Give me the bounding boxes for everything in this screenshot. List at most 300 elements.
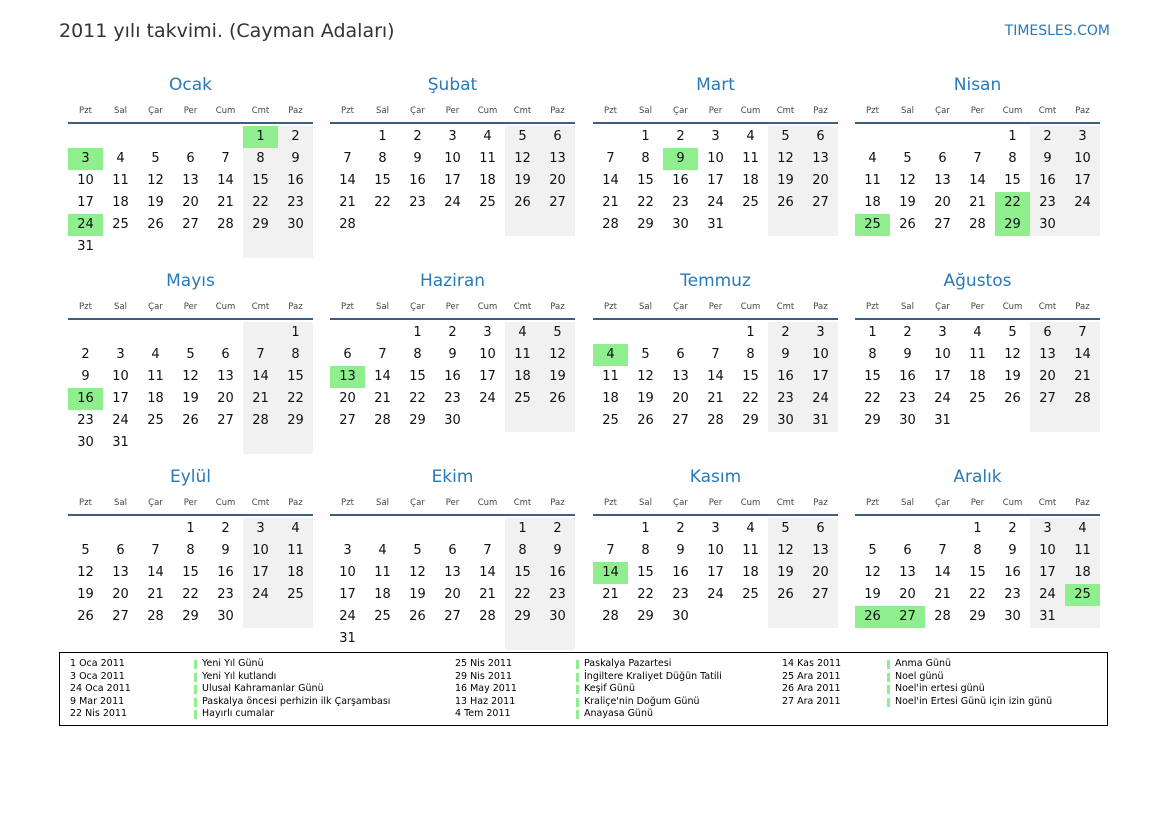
day-cell: 24 xyxy=(444,195,461,210)
empty-day-cell xyxy=(243,236,278,258)
day-cell: 16 xyxy=(672,565,689,580)
day-cell: 1 xyxy=(186,521,195,536)
empty-day-cell xyxy=(138,236,173,258)
empty-day-cell xyxy=(470,628,505,650)
day-cell: 14 xyxy=(707,369,724,384)
day-cell: 3 xyxy=(483,325,492,340)
weekday-label: Pzt xyxy=(79,302,92,312)
weekday-header xyxy=(593,100,838,124)
holiday-date: 26 Ara 2011 xyxy=(782,683,841,694)
empty-day-cell xyxy=(138,432,173,454)
weekday-header xyxy=(330,296,575,320)
day-cell: 5 xyxy=(641,347,650,362)
day-cell: 24 xyxy=(803,388,838,410)
empty-day-cell xyxy=(698,322,733,344)
weekday-label: Cmt xyxy=(1038,302,1057,312)
weekday-label: Sal xyxy=(114,106,127,116)
empty-day-cell xyxy=(243,322,278,344)
day-cell: 20 xyxy=(112,587,129,602)
day-cell: 21 xyxy=(479,587,496,602)
weekday-label: Sal xyxy=(114,302,127,312)
day-cell: 5 xyxy=(540,322,575,344)
day-grid xyxy=(593,126,838,236)
holiday-day-cell: 14 xyxy=(593,562,628,584)
month-calendar xyxy=(330,268,575,432)
empty-day-cell xyxy=(330,518,365,540)
day-cell: 4 xyxy=(746,129,755,144)
weekday-header xyxy=(330,492,575,516)
day-cell: 10 xyxy=(479,347,496,362)
day-cell: 4 xyxy=(868,151,877,166)
day-cell: 25 xyxy=(147,413,164,428)
weekday-label: Cum xyxy=(215,302,236,312)
day-cell: 28 xyxy=(602,609,619,624)
day-cell: 24 xyxy=(707,195,724,210)
day-cell: 3 xyxy=(1065,126,1100,148)
day-cell: 19 xyxy=(864,587,881,602)
day-cell: 5 xyxy=(81,543,90,558)
day-cell: 7 xyxy=(221,151,230,166)
day-cell: 9 xyxy=(81,369,90,384)
weekday-label: Pzt xyxy=(341,302,354,312)
day-cell: 21 xyxy=(217,195,234,210)
day-cell: 26 xyxy=(77,609,94,624)
month-name: Aralık xyxy=(953,467,1002,487)
day-cell: 18 xyxy=(112,195,129,210)
empty-day-cell xyxy=(995,410,1030,432)
day-cell: 8 xyxy=(641,543,650,558)
empty-day-cell xyxy=(208,236,243,258)
day-cell: 25 xyxy=(479,195,496,210)
month-calendar xyxy=(855,464,1100,628)
day-cell: 16 xyxy=(899,369,916,384)
day-cell: 3 xyxy=(1030,518,1065,540)
day-cell: 10 xyxy=(934,347,951,362)
empty-day-cell xyxy=(278,432,313,454)
day-cell: 11 xyxy=(505,344,540,366)
day-cell: 28 xyxy=(339,217,356,232)
day-cell: 14 xyxy=(934,565,951,580)
holiday-marker xyxy=(887,660,890,669)
day-cell: 11 xyxy=(602,369,619,384)
weekday-label: Per xyxy=(708,302,723,312)
day-cell: 6 xyxy=(186,151,195,166)
day-cell: 22 xyxy=(374,195,391,210)
day-cell: 19 xyxy=(637,391,654,406)
day-cell: 14 xyxy=(969,173,986,188)
day-cell: 28 xyxy=(707,413,724,428)
weekday-label: Paz xyxy=(288,106,303,116)
day-grid xyxy=(68,518,313,628)
day-cell: 2 xyxy=(1008,521,1017,536)
day-cell: 12 xyxy=(147,173,164,188)
day-cell: 11 xyxy=(374,565,391,580)
day-cell: 28 xyxy=(602,217,619,232)
weekday-label: Per xyxy=(183,106,198,116)
day-cell: 19 xyxy=(409,587,426,602)
site-link[interactable]: TIMESLES.COM xyxy=(1004,23,1110,39)
month-name: Nisan xyxy=(953,75,1002,95)
day-cell: 13 xyxy=(803,540,838,562)
month-calendar xyxy=(593,72,838,236)
month-name: Eylül xyxy=(169,467,212,487)
day-cell: 28 xyxy=(1065,388,1100,410)
day-cell: 3 xyxy=(448,129,457,144)
day-cell: 29 xyxy=(637,609,654,624)
day-cell: 1 xyxy=(1008,129,1017,144)
day-cell: 21 xyxy=(934,587,951,602)
weekday-label: Pzt xyxy=(866,106,879,116)
day-cell: 18 xyxy=(742,173,759,188)
day-cell: 2 xyxy=(413,129,422,144)
day-cell: 19 xyxy=(768,562,803,584)
empty-day-cell xyxy=(173,322,208,344)
day-cell: 11 xyxy=(147,369,164,384)
day-cell: 11 xyxy=(742,151,759,166)
day-cell: 29 xyxy=(742,413,759,428)
day-cell: 15 xyxy=(182,565,199,580)
day-cell: 11 xyxy=(742,543,759,558)
day-cell: 17 xyxy=(112,391,129,406)
weekday-label: Sal xyxy=(376,106,389,116)
empty-day-cell xyxy=(400,628,435,650)
day-cell: 8 xyxy=(973,543,982,558)
day-cell: 6 xyxy=(938,151,947,166)
day-cell: 31 xyxy=(934,413,951,428)
day-grid xyxy=(330,126,575,236)
day-cell: 25 xyxy=(969,391,986,406)
weekday-label: Cmt xyxy=(513,498,532,508)
day-cell: 8 xyxy=(746,347,755,362)
day-cell: 20 xyxy=(339,391,356,406)
day-cell: 20 xyxy=(540,170,575,192)
day-cell: 20 xyxy=(803,562,838,584)
day-cell: 6 xyxy=(540,126,575,148)
day-cell: 23 xyxy=(278,192,313,214)
day-cell: 3 xyxy=(243,518,278,540)
day-cell: 1 xyxy=(378,129,387,144)
day-cell: 21 xyxy=(969,195,986,210)
month-name: Mart xyxy=(696,75,735,95)
day-cell: 16 xyxy=(540,562,575,584)
day-cell: 7 xyxy=(938,543,947,558)
day-cell: 21 xyxy=(602,195,619,210)
day-cell: 27 xyxy=(1030,388,1065,410)
weekday-label: Çar xyxy=(935,302,950,312)
day-cell: 22 xyxy=(505,584,540,606)
day-cell: 27 xyxy=(672,413,689,428)
day-cell: 19 xyxy=(540,366,575,388)
day-cell: 30 xyxy=(768,410,803,432)
empty-day-cell xyxy=(505,214,540,236)
day-cell: 15 xyxy=(1004,173,1021,188)
holiday-marker xyxy=(887,698,890,707)
weekday-header xyxy=(855,492,1100,516)
day-grid xyxy=(855,518,1100,628)
empty-day-cell xyxy=(540,628,575,650)
day-cell: 9 xyxy=(278,148,313,170)
day-cell: 24 xyxy=(1030,584,1065,606)
empty-day-cell xyxy=(855,518,890,540)
day-grid xyxy=(330,518,575,650)
day-cell: 14 xyxy=(147,565,164,580)
day-cell: 29 xyxy=(278,410,313,432)
day-cell: 16 xyxy=(217,565,234,580)
day-cell: 21 xyxy=(243,388,278,410)
weekday-label: Cum xyxy=(1002,106,1023,116)
month-calendar xyxy=(68,72,313,258)
day-cell: 15 xyxy=(278,366,313,388)
day-cell: 23 xyxy=(444,391,461,406)
day-cell: 26 xyxy=(505,192,540,214)
day-cell: 16 xyxy=(444,369,461,384)
day-cell: 20 xyxy=(672,391,689,406)
day-cell: 4 xyxy=(483,129,492,144)
day-cell: 24 xyxy=(479,391,496,406)
day-cell: 18 xyxy=(374,587,391,602)
day-cell: 18 xyxy=(505,366,540,388)
month-calendar xyxy=(855,72,1100,236)
day-cell: 21 xyxy=(1065,366,1100,388)
day-cell: 13 xyxy=(672,369,689,384)
day-cell: 17 xyxy=(77,195,94,210)
empty-day-cell xyxy=(540,214,575,236)
day-cell: 11 xyxy=(969,347,986,362)
day-cell: 11 xyxy=(479,151,496,166)
weekday-label: Pzt xyxy=(79,498,92,508)
legend-item xyxy=(60,683,1107,696)
empty-day-cell xyxy=(435,518,470,540)
day-cell: 12 xyxy=(637,369,654,384)
day-cell: 20 xyxy=(934,195,951,210)
day-cell: 7 xyxy=(711,347,720,362)
day-cell: 9 xyxy=(903,347,912,362)
empty-day-cell xyxy=(470,214,505,236)
holiday-name: Noel günü xyxy=(895,670,944,682)
day-cell: 15 xyxy=(505,562,540,584)
day-cell: 30 xyxy=(1004,609,1021,624)
empty-day-cell xyxy=(505,410,540,432)
day-cell: 8 xyxy=(278,344,313,366)
day-cell: 15 xyxy=(374,173,391,188)
weekday-label: Sal xyxy=(901,498,914,508)
day-cell: 2 xyxy=(448,325,457,340)
day-cell: 15 xyxy=(742,369,759,384)
empty-day-cell xyxy=(173,432,208,454)
day-cell: 5 xyxy=(505,126,540,148)
weekday-label: Paz xyxy=(550,106,565,116)
month-name: Kasım xyxy=(689,467,742,487)
weekday-label: Çar xyxy=(410,106,425,116)
weekday-label: Çar xyxy=(935,498,950,508)
day-cell: 1 xyxy=(746,325,755,340)
weekday-label: Per xyxy=(708,106,723,116)
day-cell: 27 xyxy=(803,584,838,606)
day-cell: 7 xyxy=(973,151,982,166)
weekday-label: Per xyxy=(445,106,460,116)
day-cell: 19 xyxy=(77,587,94,602)
day-cell: 8 xyxy=(868,347,877,362)
weekday-label: Per xyxy=(183,498,198,508)
day-cell: 30 xyxy=(444,413,461,428)
weekday-label: Cum xyxy=(215,498,236,508)
holiday-date: 14 Kas 2011 xyxy=(782,658,842,669)
day-cell: 19 xyxy=(768,170,803,192)
day-cell: 24 xyxy=(1065,192,1100,214)
day-cell: 9 xyxy=(1030,148,1065,170)
day-cell: 22 xyxy=(969,587,986,602)
holiday-day-cell: 3 xyxy=(68,148,103,170)
day-cell: 16 xyxy=(672,173,689,188)
holiday-day-cell: 1 xyxy=(243,126,278,148)
holiday-day-cell: 24 xyxy=(68,214,103,236)
empty-day-cell xyxy=(628,322,663,344)
holiday-date: 3 Oca 2011 xyxy=(70,670,125,682)
day-cell: 3 xyxy=(711,129,720,144)
weekday-label: Cmt xyxy=(1038,498,1057,508)
day-cell: 22 xyxy=(742,391,759,406)
day-cell: 13 xyxy=(444,565,461,580)
day-cell: 12 xyxy=(77,565,94,580)
day-cell: 5 xyxy=(868,543,877,558)
weekday-label: Cum xyxy=(740,302,761,312)
day-cell: 12 xyxy=(899,173,916,188)
holiday-name: Yeni Yıl Günü xyxy=(202,658,264,669)
day-cell: 17 xyxy=(707,173,724,188)
day-grid xyxy=(68,126,313,258)
day-cell: 17 xyxy=(479,369,496,384)
day-cell: 30 xyxy=(1030,214,1065,236)
legend-item xyxy=(60,708,1107,721)
day-cell: 11 xyxy=(112,173,129,188)
day-cell: 13 xyxy=(540,148,575,170)
empty-day-cell xyxy=(698,606,733,628)
day-cell: 1 xyxy=(278,322,313,344)
weekday-label: Çar xyxy=(673,106,688,116)
day-cell: 26 xyxy=(147,217,164,232)
month-name: Ocak xyxy=(169,75,212,95)
holiday-day-cell: 16 xyxy=(68,388,103,410)
day-cell: 21 xyxy=(147,587,164,602)
day-cell: 23 xyxy=(217,587,234,602)
day-cell: 6 xyxy=(448,543,457,558)
holiday-marker xyxy=(887,685,890,694)
weekday-label: Sal xyxy=(376,498,389,508)
weekday-label: Per xyxy=(183,302,198,312)
day-cell: 29 xyxy=(864,413,881,428)
weekday-label: Pzt xyxy=(604,106,617,116)
empty-day-cell xyxy=(890,126,925,148)
weekday-label: Paz xyxy=(288,498,303,508)
day-cell: 29 xyxy=(637,217,654,232)
day-cell: 28 xyxy=(969,217,986,232)
day-cell: 10 xyxy=(1030,540,1065,562)
day-cell: 2 xyxy=(221,521,230,536)
day-cell: 15 xyxy=(637,173,654,188)
weekday-label: Cmt xyxy=(776,106,795,116)
day-cell: 29 xyxy=(243,214,278,236)
weekday-label: Paz xyxy=(288,302,303,312)
day-cell: 9 xyxy=(768,344,803,366)
day-cell: 7 xyxy=(606,543,615,558)
weekday-label: Cmt xyxy=(251,498,270,508)
day-cell: 17 xyxy=(339,587,356,602)
day-cell: 5 xyxy=(768,126,803,148)
empty-day-cell xyxy=(733,606,768,628)
day-cell: 9 xyxy=(221,543,230,558)
holiday-name: Noel'in ertesi günü xyxy=(895,683,985,694)
day-cell: 10 xyxy=(339,565,356,580)
day-grid xyxy=(855,322,1100,432)
day-cell: 11 xyxy=(278,540,313,562)
day-cell: 14 xyxy=(1065,344,1100,366)
day-cell: 12 xyxy=(768,540,803,562)
day-cell: 8 xyxy=(641,151,650,166)
day-cell: 27 xyxy=(339,413,356,428)
weekday-label: Cum xyxy=(1002,498,1023,508)
weekday-label: Cum xyxy=(740,106,761,116)
day-cell: 30 xyxy=(672,609,689,624)
day-cell: 6 xyxy=(343,347,352,362)
weekday-label: Per xyxy=(708,498,723,508)
day-cell: 18 xyxy=(742,565,759,580)
day-cell: 6 xyxy=(803,126,838,148)
day-cell: 14 xyxy=(217,173,234,188)
weekday-label: Per xyxy=(970,302,985,312)
empty-day-cell xyxy=(593,518,628,540)
day-cell: 10 xyxy=(707,543,724,558)
empty-day-cell xyxy=(505,628,540,650)
day-cell: 2 xyxy=(1030,126,1065,148)
month-calendar xyxy=(68,464,313,628)
holiday-day-cell: 25 xyxy=(855,214,890,236)
day-cell: 8 xyxy=(413,347,422,362)
day-cell: 3 xyxy=(343,543,352,558)
day-cell: 25 xyxy=(742,587,759,602)
weekday-label: Paz xyxy=(1075,106,1090,116)
day-cell: 18 xyxy=(147,391,164,406)
empty-day-cell xyxy=(400,518,435,540)
day-cell: 4 xyxy=(378,543,387,558)
day-cell: 25 xyxy=(278,584,313,606)
weekday-label: Çar xyxy=(673,302,688,312)
day-cell: 26 xyxy=(899,217,916,232)
empty-day-cell xyxy=(663,322,698,344)
day-cell: 18 xyxy=(278,562,313,584)
day-cell: 10 xyxy=(1065,148,1100,170)
month-name: Mayıs xyxy=(166,271,215,291)
day-cell: 10 xyxy=(707,151,724,166)
holiday-day-cell: 27 xyxy=(890,606,925,628)
weekday-label: Pzt xyxy=(341,106,354,116)
holiday-day-cell: 26 xyxy=(855,606,890,628)
day-cell: 23 xyxy=(1030,192,1065,214)
day-cell: 30 xyxy=(217,609,234,624)
day-cell: 15 xyxy=(637,565,654,580)
day-cell: 24 xyxy=(339,609,356,624)
empty-day-cell xyxy=(733,214,768,236)
day-cell: 28 xyxy=(243,410,278,432)
empty-day-cell xyxy=(470,518,505,540)
holiday-date: 22 Nis 2011 xyxy=(70,708,127,719)
weekday-label: Cmt xyxy=(513,106,532,116)
weekday-label: Cum xyxy=(477,106,498,116)
day-cell: 12 xyxy=(409,565,426,580)
day-cell: 19 xyxy=(1004,369,1021,384)
day-cell: 1 xyxy=(973,521,982,536)
day-cell: 14 xyxy=(602,173,619,188)
day-cell: 4 xyxy=(1065,518,1100,540)
